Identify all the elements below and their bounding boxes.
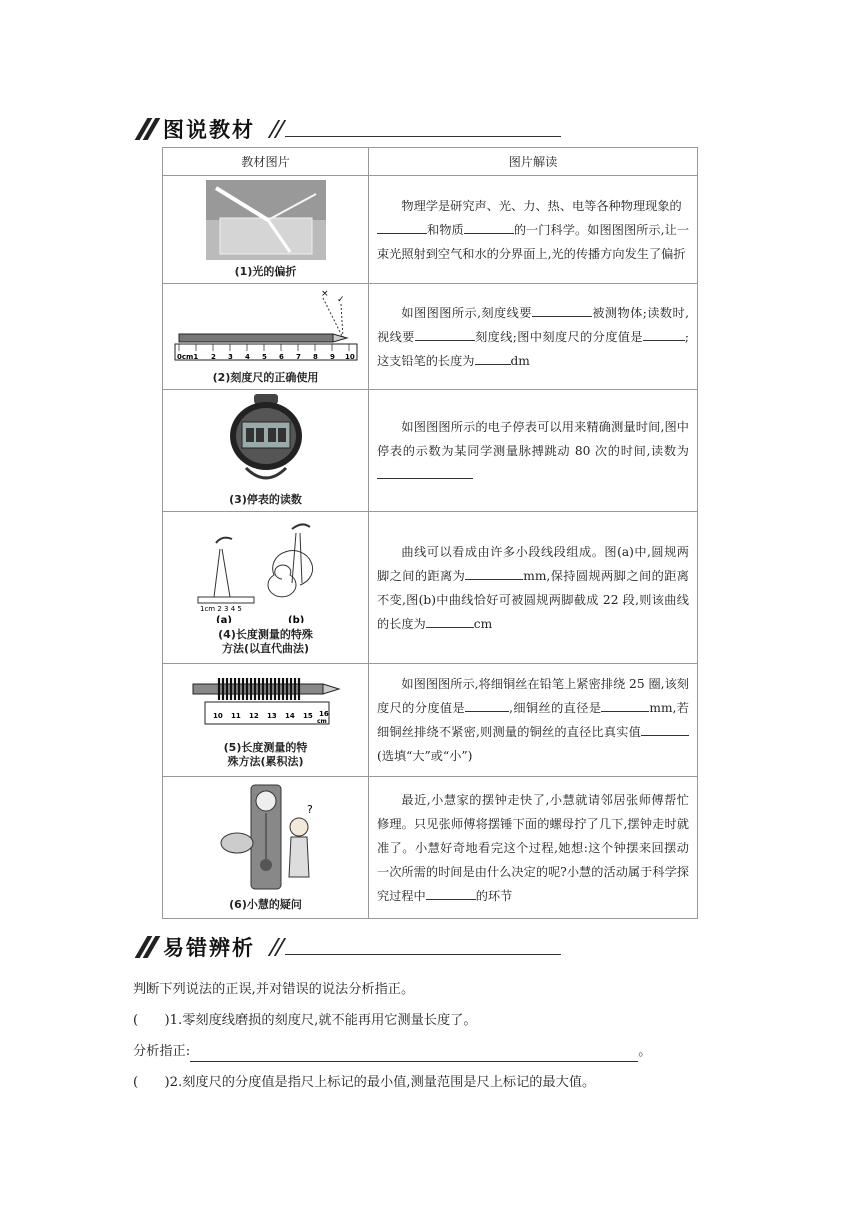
sub-label-b: (b) <box>287 615 304 623</box>
text-segment: 的一门科学。如图图图所示,让一束光照射到空气和水的分界面上,光的传播方向发生了偏折 <box>377 222 690 261</box>
ruler-label: 9 <box>329 353 335 361</box>
text-segment: ;这支铅笔的长度为 <box>377 329 690 368</box>
svg-text:×: × <box>320 289 329 299</box>
ruler-label: 8 <box>312 353 318 361</box>
fill-blank <box>641 721 689 736</box>
double-slash-icon <box>269 120 285 138</box>
svg-text:✓: ✓ <box>336 295 345 305</box>
ruler-label: 13 <box>266 711 277 720</box>
interpretation-cell <box>369 777 698 919</box>
ruler-label: 5 <box>261 353 267 361</box>
text-segment: 被测物体;读数时,视线要 <box>377 305 690 344</box>
header-rule <box>285 136 561 137</box>
fill-blank <box>426 613 474 628</box>
stopwatch-icon <box>226 394 306 488</box>
interpretation-cell <box>369 664 698 777</box>
sub-label-a: (a) <box>215 615 232 623</box>
caption-line: 殊方法(累积法) <box>227 754 304 768</box>
interpretation-cell <box>369 176 698 284</box>
text-segment: 如图图图所示,刻度线要 <box>401 305 532 320</box>
ruler-label: 7 <box>295 353 301 361</box>
ruler-label: 15 <box>302 711 313 720</box>
ruler-label: 2 <box>210 353 216 361</box>
compass-curve-figure <box>196 519 336 623</box>
text-segment: cm <box>473 616 493 631</box>
figure-caption <box>165 628 366 656</box>
text-segment: 的环节 <box>475 888 513 903</box>
fill-blank <box>415 326 475 341</box>
text-segment: 最近,小慧家的摆钟走快了,小慧就请邻居张师傅帮忙修理。只见张师傅将摆锤下面的螺母拧了几下,摆钟走时就准了。小慧好奇地看完这个过程,她想:这个钟摆来回摆动一次所需的时间是由什么决定的呢?小慧的活动属于科学探究过程中 <box>377 792 689 903</box>
ruler-label: 6 <box>278 353 284 361</box>
caption-line: (5)长度测量的特 <box>223 740 308 754</box>
figure-caption: (3)停表的读数 <box>229 493 302 506</box>
text-segment: mm,若细铜丝排绕不紧密,则测量的铜丝的直径比真实值 <box>377 701 689 739</box>
text-segment: (选填“大”或“小”) <box>377 749 473 763</box>
pendulum-clock-girl-figure <box>211 783 321 893</box>
text-segment: mm,保持圆规两脚之间的距离不变,图(b)中曲线恰好可被圆规两脚截成 22 段,则该曲线的长度为 <box>377 568 689 631</box>
question-2: ( )2.刻度尺的分度值是指尺上标记的最小值,测量范围是尺上标记的最大值。 <box>133 1075 596 1090</box>
answer-line-1 <box>133 1042 651 1062</box>
text-segment: 曲线可以看成由许多小段线段组成。图(a)中,圆规两脚之间的距离为 <box>377 544 689 583</box>
figure-caption: (1)光的偏折 <box>234 265 297 278</box>
interpretation-cell <box>369 512 698 664</box>
figure-cell <box>163 390 369 512</box>
ruler-unit: cm <box>316 717 327 725</box>
caption-line: 方法(以直代曲法) <box>221 642 310 655</box>
fill-blank <box>601 697 649 712</box>
text-segment: ,细铜丝的直径是 <box>509 701 602 715</box>
question-1: ( )1.零刻度线磨损的刻度尺,就不能再用它测量长度了。 <box>133 1013 477 1028</box>
header-interpretation: 图片解读 <box>369 148 698 176</box>
instructions: 判断下列说法的正误,并对错误的说法分析指正。 <box>133 982 415 997</box>
fill-blank <box>377 464 473 479</box>
fill-blank <box>464 219 514 234</box>
caption-line: (4)长度测量的特殊 <box>218 628 313 641</box>
figure-caption: (2)刻度尺的正确使用 <box>212 371 319 384</box>
figure-cell <box>163 664 369 777</box>
table-row <box>163 512 698 664</box>
section-header-2 <box>137 932 561 962</box>
ruler-label: 0cm1 <box>176 353 198 361</box>
figure-caption: (6)小慧的疑问 <box>229 898 302 911</box>
figure-caption <box>165 741 366 769</box>
ruler-label: 14 <box>284 711 295 720</box>
figure-table <box>162 147 698 919</box>
figure-cell <box>163 284 369 390</box>
header-pictures: 教材图片 <box>163 148 369 176</box>
answer-end: 。 <box>638 1044 652 1059</box>
header-rule <box>285 954 561 955</box>
text-segment: 如图图图所示的电子停表可以用来精确测量时间,图中停表的示数为某同学测量脉搏跳动 80 次的时间,读数为 <box>377 419 689 458</box>
coiled-wire-ruler-figure <box>191 672 341 736</box>
slash-mark-icon <box>137 936 157 958</box>
figure-cell <box>163 176 369 284</box>
fill-blank <box>426 885 476 900</box>
slash-mark-icon <box>137 118 157 140</box>
table-row <box>163 176 698 284</box>
ruler-label: 1cm 2 3 4 5 <box>199 605 242 613</box>
interpretation-cell <box>369 390 698 512</box>
light-refraction-photo <box>206 180 326 260</box>
fill-blank <box>377 219 427 234</box>
fill-blank <box>465 697 509 712</box>
text-segment: 刻度线;图中刻度尺的分度值是 <box>474 329 643 344</box>
text-segment: 如图图图所示,将细铜丝在铅笔上紧密排绕 25 圈,该刻度尺的分度值是 <box>377 677 689 715</box>
ruler-label: 16 <box>318 709 329 718</box>
ruler-pencil-figure <box>171 288 361 366</box>
table-row <box>163 390 698 512</box>
ruler-label: 11 <box>230 711 241 720</box>
figure-cell <box>163 512 369 664</box>
table-row <box>163 664 698 777</box>
fill-blank <box>465 565 523 580</box>
ruler-label: 10 <box>344 353 355 361</box>
figure-cell <box>163 777 369 919</box>
fill-blank <box>532 302 592 317</box>
section-title: 易错辨析 <box>163 936 255 960</box>
fill-blank <box>643 326 685 341</box>
table-row <box>163 284 698 390</box>
double-slash-icon <box>269 938 285 956</box>
ruler-label: 4 <box>244 353 250 361</box>
answer-label: 分析指正: <box>133 1044 191 1059</box>
fill-blank <box>475 350 511 365</box>
ruler-label: 10 <box>212 711 223 720</box>
text-segment: dm <box>510 353 530 368</box>
table-row <box>163 777 698 919</box>
svg-text:?: ? <box>306 803 313 816</box>
text-segment: 物理学是研究声、光、力、热、电等各种物理现象的 <box>401 198 682 213</box>
text-segment: 和物质 <box>427 222 464 237</box>
ruler-label: 3 <box>227 353 233 361</box>
ruler-label: 12 <box>248 711 259 720</box>
fill-blank <box>190 1045 638 1062</box>
section-title: 图说教材 <box>163 118 255 142</box>
interpretation-cell <box>369 284 698 390</box>
section-header-1 <box>137 114 561 144</box>
